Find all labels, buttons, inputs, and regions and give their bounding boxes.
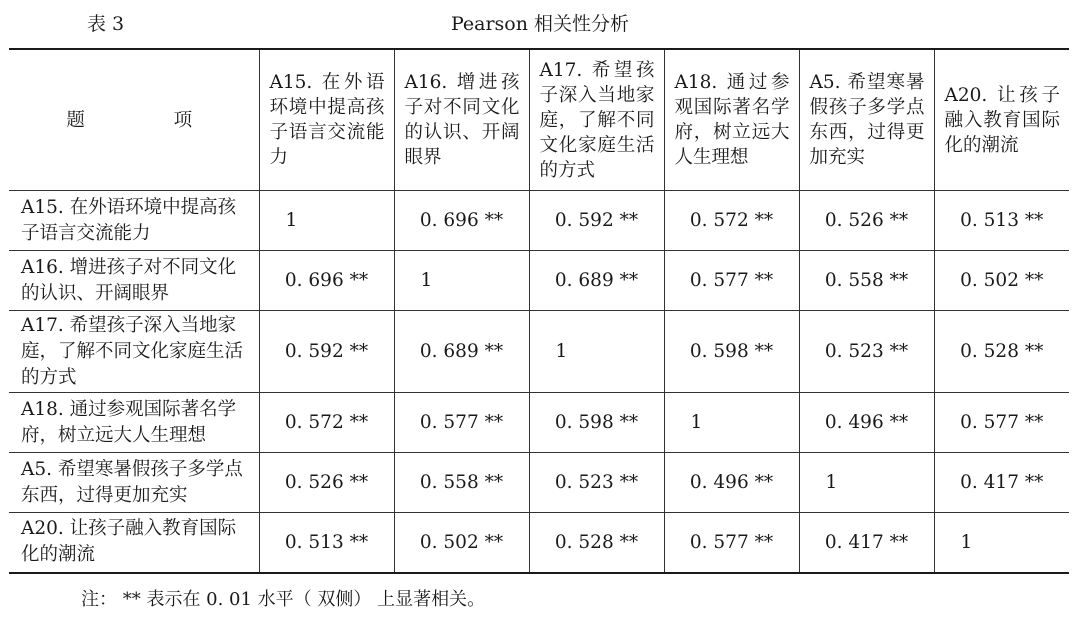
table-row: [9, 251, 1069, 311]
table-cell: 0. 502 **: [934, 251, 1069, 311]
table-cell: 1: [664, 393, 799, 453]
table-cell: 0. 528 **: [529, 513, 664, 573]
table-cell: 0. 572 **: [259, 393, 394, 453]
table-cell: 0. 417 **: [799, 513, 934, 573]
row-label: A17. 希望孩子深入当地家庭，了解不同文化家庭生活的方式: [9, 311, 259, 393]
table-number: 表 3: [87, 13, 125, 35]
table-cell: 0. 577 **: [664, 513, 799, 573]
table-cell: 0. 572 **: [664, 191, 799, 251]
table-cell: 1: [394, 251, 529, 311]
table-row: [9, 191, 1069, 251]
column-header: A16. 增进孩子对不同文化的认识、开阔眼界: [394, 49, 529, 191]
table-row: [9, 513, 1069, 573]
table-cell: 0. 696 **: [394, 191, 529, 251]
table-cell: 0. 592 **: [259, 311, 394, 393]
header-item: 题 项: [66, 109, 228, 131]
table-cell: 0. 577 **: [664, 251, 799, 311]
table-title: Pearson 相关性分析: [450, 13, 630, 35]
column-header: A18. 通过参观国际著名学府，树立远大人生理想: [664, 49, 799, 191]
table-cell: 0. 558 **: [799, 251, 934, 311]
row-label: A18. 通过参观国际著名学府，树立远大人生理想: [9, 393, 259, 453]
table-cell: 1: [799, 453, 934, 513]
table-cell: 0. 577 **: [394, 393, 529, 453]
table-cell: 0. 592 **: [529, 191, 664, 251]
table-cell: 0. 523 **: [529, 453, 664, 513]
column-header: A17. 希望孩子深入当地家庭，了解不同文化家庭生活的方式: [529, 49, 664, 191]
table-row: [9, 393, 1069, 453]
table-cell: 0. 577 **: [934, 393, 1069, 453]
column-header: A5. 希望寒暑假孩子多学点东西，过得更加充实: [799, 49, 934, 191]
table-note: 注： ** 表示在 0. 01 水平（ 双侧） 上显著相关。: [81, 589, 486, 610]
table-cell: 1: [529, 311, 664, 393]
correlation-table: [9, 48, 1069, 574]
table-cell: 0. 417 **: [934, 453, 1069, 513]
table-cell: 0. 513 **: [934, 191, 1069, 251]
table-cell: 0. 523 **: [799, 311, 934, 393]
row-label: A15. 在外语环境中提高孩子语言交流能力: [9, 191, 259, 251]
row-label: A5. 希望寒暑假孩子多学点东西，过得更加充实: [9, 453, 259, 513]
table-cell: 0. 502 **: [394, 513, 529, 573]
table-cell: 0. 526 **: [799, 191, 934, 251]
table-cell: 0. 526 **: [259, 453, 394, 513]
table-cell: 0. 513 **: [259, 513, 394, 573]
header-row: [9, 49, 1069, 191]
table-row: [9, 311, 1069, 393]
row-label: A20. 让孩子融入教育国际化的潮流: [9, 513, 259, 573]
table-cell: 0. 496 **: [664, 453, 799, 513]
table-cell: 0. 689 **: [394, 311, 529, 393]
table-cell: 0. 696 **: [259, 251, 394, 311]
table-cell: 0. 558 **: [394, 453, 529, 513]
row-label: A16. 增进孩子对不同文化的认识、开阔眼界: [9, 251, 259, 311]
column-header: A20. 让孩子融入教育国际化的潮流: [934, 49, 1069, 191]
table-cell: 1: [934, 513, 1069, 573]
table-cell: 0. 598 **: [664, 311, 799, 393]
table-cell: 1: [259, 191, 394, 251]
table-row: [9, 453, 1069, 513]
table-cell: 0. 496 **: [799, 393, 934, 453]
column-header: A15. 在外语环境中提高孩子语言交流能力: [259, 49, 394, 191]
table-cell: 0. 528 **: [934, 311, 1069, 393]
table-cell: 0. 689 **: [529, 251, 664, 311]
table-cell: 0. 598 **: [529, 393, 664, 453]
